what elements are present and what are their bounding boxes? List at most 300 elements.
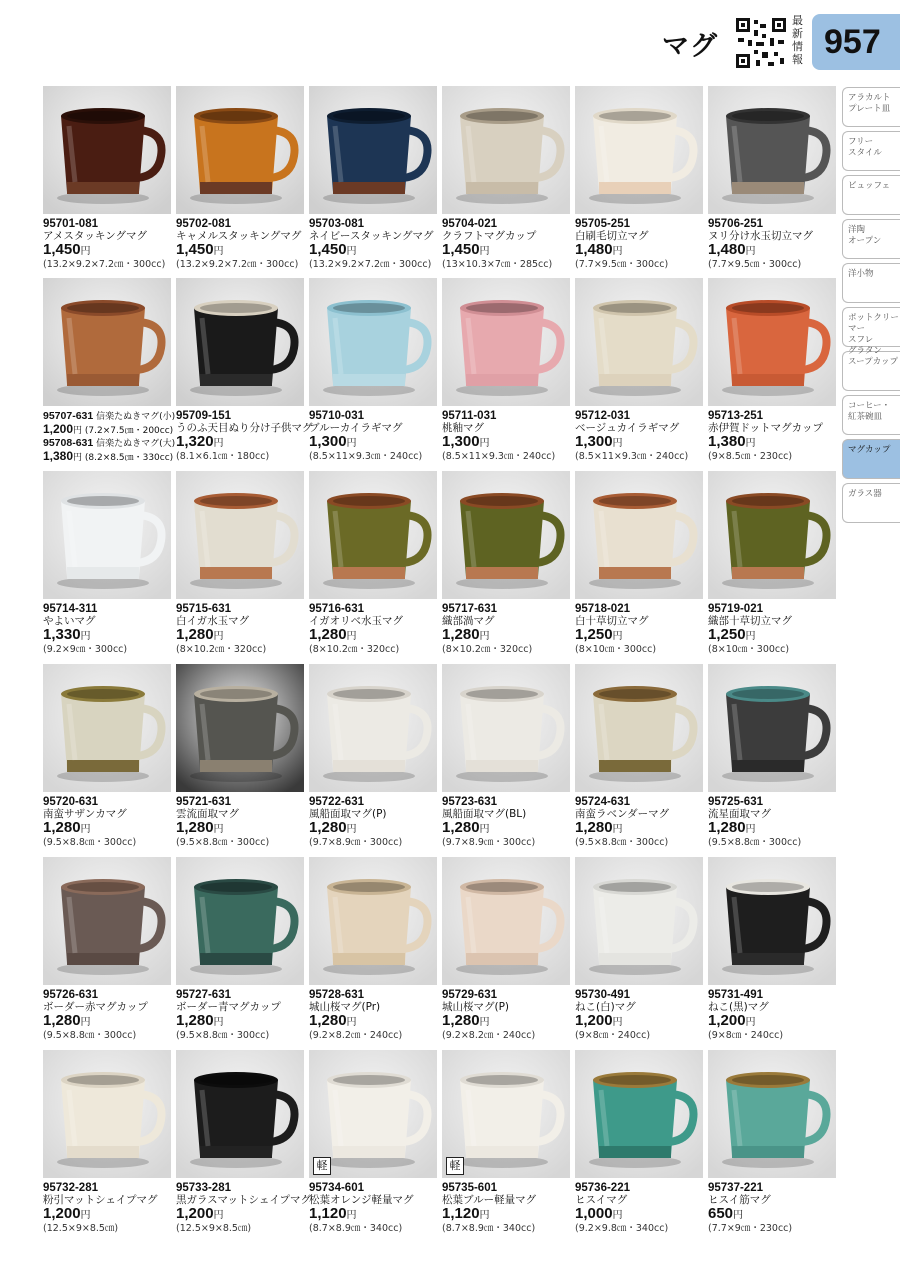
price-value: 1,280 [176,1012,214,1029]
yen-label: 円 [479,1017,490,1028]
yen-label: 円 [346,1017,357,1028]
product-name: キャメルスタッキングマグ [176,230,302,242]
price-value: 1,320 [176,433,214,450]
product-price [309,1206,437,1223]
product-card[interactable] [442,471,570,656]
product-card[interactable] [442,857,570,1042]
product-card[interactable] [575,86,703,271]
product-card[interactable] [708,664,836,849]
product-photo[interactable] [176,1050,304,1178]
price-value: 1,280 [309,1012,347,1029]
product-card[interactable] [176,278,313,463]
product-code: 95717-631 [442,603,497,615]
price-value: 1,200 [176,1205,214,1222]
product-photo[interactable] [43,86,171,214]
product-spec: (8.5×11×9.3㎝・240cc) [442,451,556,462]
product-spec: (13.2×9.2×7.2㎝・300cc) [43,259,166,270]
mug-image [43,664,171,792]
product-code: 95718-021 [575,603,630,615]
price-value: 1,330 [43,626,81,643]
product-price [708,820,836,837]
product-name: ヌリ分け水玉切立マグ [708,230,813,242]
product-spec: (12.5×9×8.5㎝) [176,1223,252,1234]
product-photo[interactable] [176,86,304,214]
yen-label: 円 [80,1017,91,1028]
yen-label: 円 [612,438,623,449]
product-name: ヒスイ筋マグ [708,1194,771,1206]
product-code: 95720-631 [43,796,98,808]
product-code: 95737-221 [708,1182,763,1194]
product-photo[interactable] [708,1050,836,1178]
product-variant-line [43,449,174,464]
product-name: 城山桜マグ(Pr) [309,1001,381,1013]
price-value: 1,120 [442,1205,480,1222]
mug-image [309,278,437,406]
side-tab-6[interactable]: スープカップ [842,351,900,391]
product-code: 95730-491 [575,989,630,1001]
product-card[interactable] [575,1050,703,1235]
product-photo[interactable] [176,857,304,985]
product-name: 南蛮ラベンダーマグ [575,808,670,820]
yen-label: 円 [346,631,357,642]
product-code: 95735-601 [442,1182,497,1194]
product-photo[interactable] [43,471,171,599]
price-value: 1,000 [575,1205,613,1222]
mug-image [575,1050,703,1178]
product-price [575,434,703,451]
price-value: 1,300 [575,433,613,450]
product-card[interactable] [575,278,703,463]
product-spec: (9.7×8.9㎝・300cc) [442,837,536,848]
qr-label: 最新情報 [792,14,803,66]
product-photo[interactable] [176,664,304,792]
product-code: 95731-491 [708,989,763,1001]
product-card[interactable] [442,278,570,463]
product-name: 粉引マットシェイプマグ [43,1194,158,1206]
product-name: 白十草切立マグ [575,615,649,627]
product-spec: (8.5×11×9.3㎝・240cc) [309,451,423,462]
yen-label: 円 [745,824,756,835]
price-value: 1,120 [309,1205,347,1222]
product-photo[interactable] [309,857,437,985]
product-card[interactable] [43,1050,171,1235]
product-card[interactable] [708,1050,836,1235]
product-price [43,1206,171,1223]
product-code: 95722-631 [309,796,364,808]
product-name: 信楽たぬきマグ(小) [96,412,176,422]
product-price [43,242,171,259]
product-card[interactable] [176,1050,312,1235]
product-name: 風船面取マグ(P) [309,808,387,820]
product-photo[interactable] [309,278,437,406]
price-value: 1,200 [43,1205,81,1222]
product-card[interactable] [176,86,304,271]
product-name: 流星面取マグ [708,808,771,820]
product-card[interactable] [708,86,836,271]
product-photo[interactable] [575,86,703,214]
product-code: 95728-631 [309,989,364,1001]
product-spec: (7.7×9.5㎝・300cc) [575,259,669,270]
product-photo[interactable] [442,857,570,985]
product-name: 南蛮サザンカマグ [43,808,127,820]
product-spec: (9×8㎝・240cc) [575,1030,651,1041]
product-card[interactable] [442,86,570,271]
price-value: 650 [708,1205,734,1222]
product-name: 白刷毛切立マグ [575,230,649,242]
product-price [442,1013,570,1030]
product-variant-line [43,422,174,437]
price-value: 1,280 [442,1012,480,1029]
mug-image [708,857,836,985]
product-price [442,820,570,837]
product-name: ブルーカイラギマグ [309,422,403,434]
yen-label: 円 [612,824,623,835]
mug-image [176,664,304,792]
product-photo[interactable] [575,278,703,406]
yen-label: 円 [612,1017,623,1028]
yen-label: 円 [346,438,357,449]
mug-image [442,278,570,406]
yen-label: 円 [612,246,623,257]
product-price [442,627,570,644]
product-code: 95709-151 [176,410,231,422]
yen-label: 円 [80,1210,91,1221]
product-spec: (9×8㎝・240cc) [708,1030,784,1041]
product-price [176,1013,304,1030]
side-tab-1[interactable]: フリー スタイル [842,131,900,171]
mug-image [575,278,703,406]
product-name: イガオリベ水玉マグ [309,615,403,627]
mug-image [575,664,703,792]
product-photo[interactable] [708,471,836,599]
product-price [575,1013,703,1030]
product-name: アメスタッキングマグ [43,230,148,242]
price-value: 1,280 [309,626,347,643]
product-photo[interactable] [575,1050,703,1178]
product-price [442,1206,570,1223]
side-tab-8[interactable]: マグカップ [842,439,900,479]
mug-image [442,86,570,214]
mug-image [43,857,171,985]
product-card[interactable] [309,1050,437,1235]
mug-image [708,471,836,599]
product-card[interactable] [309,471,437,656]
product-price [309,627,437,644]
product-name: 黒ガラスマットシェイプマグ [176,1194,312,1206]
yen-label: 円 [213,246,224,257]
mug-image [442,471,570,599]
product-photo[interactable] [176,278,304,406]
yen-label: 円 [479,1210,490,1221]
product-price [309,1013,437,1030]
product-code: 95706-251 [708,218,763,230]
product-code: 95713-251 [708,410,763,422]
product-name: 赤伊賀ドットマグカップ [708,422,823,434]
price-value: 1,380 [708,433,746,450]
mug-image [176,86,304,214]
product-price [708,242,836,259]
qr-code[interactable] [734,16,788,70]
product-spec: (9.2×8.2㎝・240cc) [309,1030,403,1041]
price-value: 1,280 [442,626,480,643]
mug-image [176,857,304,985]
product-photo[interactable] [708,86,836,214]
yen-label: 円 [612,1210,623,1221]
product-spec: (8×10.2㎝・320cc) [309,644,400,655]
product-name: 城山桜マグ(P) [442,1001,510,1013]
product-code: 95736-221 [575,1182,630,1194]
product-code: 95710-031 [309,410,364,422]
product-price [43,1013,171,1030]
product-spec: (9.5×8.8㎝・300cc) [43,1030,137,1041]
product-code: 95724-631 [575,796,630,808]
product-spec: (8.7×8.9㎝・340cc) [442,1223,536,1234]
product-photo[interactable] [575,857,703,985]
mug-image [43,86,171,214]
product-spec: (9.5×8.8㎝・300cc) [708,837,802,848]
yen-label: 円 [346,824,357,835]
product-spec: (9.2×8.2㎝・240cc) [442,1030,536,1041]
product-card[interactable] [708,857,836,1042]
yen-label: 円 [479,631,490,642]
product-card[interactable] [309,857,437,1042]
product-name: 風船面取マグ(BL) [442,808,527,820]
product-code: 95721-631 [176,796,231,808]
product-card[interactable] [309,664,437,849]
yen-label: 円 [73,453,83,463]
mug-image [309,857,437,985]
product-spec: (7.7×9㎝・230cc) [708,1223,793,1234]
yen-label: 円 [213,631,224,642]
product-code: 95723-631 [442,796,497,808]
product-price [442,434,570,451]
yen-label: 円 [733,1210,744,1221]
product-price [309,434,437,451]
product-card[interactable] [309,278,437,463]
product-card[interactable] [43,857,171,1042]
yen-label: 円 [80,631,91,642]
yen-label: 円 [479,438,490,449]
yen-label: 円 [745,438,756,449]
product-photo[interactable] [708,278,836,406]
product-price [309,242,437,259]
product-price [43,627,171,644]
price-value: 1,280 [442,819,480,836]
product-card[interactable] [43,86,171,271]
product-code: 95733-281 [176,1182,231,1194]
product-photo[interactable] [43,278,171,406]
product-card[interactable] [575,471,703,656]
yen-label: 円 [346,1210,357,1221]
product-name: 信楽たぬきマグ(大) [96,439,176,449]
price-value: 1,200 [708,1012,746,1029]
product-card[interactable] [442,1050,570,1235]
product-name: 白イガ水玉マグ [176,615,250,627]
side-tab-0[interactable]: アラカルト プレート皿 [842,87,900,127]
price-value: 1,450 [309,241,347,258]
product-card[interactable] [708,471,836,656]
yen-label: 円 [479,246,490,257]
mug-image [708,86,836,214]
product-price [442,242,570,259]
mug-image [43,1050,171,1178]
product-card[interactable] [575,664,703,849]
product-price: 1,200 [43,422,74,436]
product-name: ねこ(白)マグ [575,1001,636,1013]
product-code: 95712-031 [575,410,630,422]
mug-image [43,471,171,599]
price-value: 1,200 [575,1012,613,1029]
product-name: クラフトマグカップ [442,230,537,242]
yen-label: 円 [213,438,224,449]
product-spec: (13.2×9.2×7.2㎝・300cc) [176,259,299,270]
product-photo[interactable] [708,664,836,792]
mug-image [575,857,703,985]
yen-label: 円 [213,824,224,835]
product-code: 95732-281 [43,1182,98,1194]
product-name: ヒスイマグ [575,1194,628,1206]
product-spec: (9.5×8.8㎝・300cc) [43,837,137,848]
product-photo[interactable] [442,664,570,792]
product-spec: (9.2×9㎝・300cc) [43,644,128,655]
product-price [575,242,703,259]
product-name: ボーダー赤マグカップ [43,1001,148,1013]
product-spec: (9.5×8.8㎝・300cc) [176,837,270,848]
product-name: 松葉オレンジ軽量マグ [309,1194,414,1206]
page-number: 957 [812,14,900,70]
product-code: 95707-631 [43,410,94,422]
product-spec: (8×10㎝・300cc) [575,644,657,655]
product-code: 95708-631 [43,437,94,449]
price-value: 1,300 [442,433,480,450]
yen-label: 円 [80,824,91,835]
product-spec: (9.5×8.8㎝・300cc) [176,1030,270,1041]
lightweight-badge: 軽 [313,1157,331,1175]
side-tab-4[interactable]: 洋小物 [842,263,900,303]
product-card[interactable] [43,278,176,464]
product-spec: (9.5×8.8㎝・300cc) [575,837,669,848]
price-value: 1,450 [43,241,81,258]
product-name: ねこ(黒)マグ [708,1001,769,1013]
product-price [708,1206,836,1223]
price-value: 1,280 [708,819,746,836]
price-value: 1,300 [309,433,347,450]
product-photo[interactable] [43,857,171,985]
product-card[interactable] [575,857,703,1042]
product-photo[interactable] [309,86,437,214]
product-photo[interactable] [442,86,570,214]
product-price [708,434,836,451]
mug-image [708,278,836,406]
product-spec: (13×10.3×7㎝・285cc) [442,259,553,270]
product-name: ネイビースタッキングマグ [309,230,434,242]
product-spec: (7.2×7.5㎝・200cc) [84,426,174,436]
mug-image [442,664,570,792]
product-photo[interactable] [442,278,570,406]
price-value: 1,480 [575,241,613,258]
product-code: 95702-081 [176,218,231,230]
product-code: 95714-311 [43,603,98,615]
price-value: 1,280 [176,819,214,836]
product-name: 織部十草切立マグ [708,615,792,627]
product-spec: (13.2×9.2×7.2㎝・300cc) [309,259,432,270]
mug-image [309,86,437,214]
product-photo[interactable] [43,664,171,792]
product-code: 95716-631 [309,603,364,615]
side-tab-3[interactable]: 洋陶 オープン [842,219,900,259]
product-code: 95734-601 [309,1182,364,1194]
product-spec: (8×10.2㎝・320cc) [442,644,533,655]
product-code: 95711-031 [442,410,497,422]
product-spec: (9.2×9.8㎝・340cc) [575,1223,669,1234]
product-card[interactable] [309,86,437,271]
yen-label: 円 [745,631,756,642]
product-card[interactable] [176,471,304,656]
mug-image [176,278,304,406]
page-title: マグ [662,31,718,62]
product-spec: (8.5×11×9.3㎝・240cc) [575,451,689,462]
price-value: 1,280 [43,819,81,836]
product-spec: (8×10㎝・300cc) [708,644,790,655]
product-name: 雲流面取マグ [176,808,239,820]
product-photo[interactable] [176,471,304,599]
mug-image [575,86,703,214]
product-photo[interactable] [309,1050,437,1178]
product-photo[interactable] [708,857,836,985]
mug-image [43,278,171,406]
product-photo[interactable] [442,1050,570,1178]
side-tab-9[interactable]: ガラス器 [842,483,900,523]
price-value: 1,280 [309,819,347,836]
yen-label: 円 [73,426,83,436]
product-card[interactable] [43,664,171,849]
mug-image [708,664,836,792]
price-value: 1,250 [708,626,746,643]
product-code: 95727-631 [176,989,231,1001]
product-card[interactable] [43,471,171,656]
yen-label: 円 [745,246,756,257]
side-tab-7[interactable]: コーヒー・ 紅茶碗皿 [842,395,900,435]
product-photo[interactable] [309,664,437,792]
product-code: 95704-021 [442,218,497,230]
side-tab-5[interactable]: ポットクリーマー スフレ グラタン [842,307,900,347]
product-photo[interactable] [43,1050,171,1178]
product-card[interactable] [176,857,304,1042]
price-value: 1,450 [176,241,214,258]
product-spec: (8.7×8.9㎝・340cc) [309,1223,403,1234]
product-price [309,820,437,837]
product-card[interactable] [176,664,304,849]
side-tab-2[interactable]: ビュッフェ [842,175,900,215]
product-photo[interactable] [442,471,570,599]
product-price [575,1206,703,1223]
price-value: 1,250 [575,626,613,643]
product-card[interactable] [708,278,836,463]
product-photo[interactable] [575,664,703,792]
product-name: ベージュカイラギマグ [575,422,680,434]
price-value: 1,480 [708,241,746,258]
price-value: 1,280 [43,1012,81,1029]
product-price [43,820,171,837]
product-photo[interactable] [309,471,437,599]
product-photo[interactable] [575,471,703,599]
price-value: 1,280 [176,626,214,643]
product-code: 95701-081 [43,218,98,230]
product-card[interactable] [442,664,570,849]
mug-image [575,471,703,599]
product-spec: (12.5×9×8.5㎝) [43,1223,119,1234]
price-value: 1,280 [575,819,613,836]
